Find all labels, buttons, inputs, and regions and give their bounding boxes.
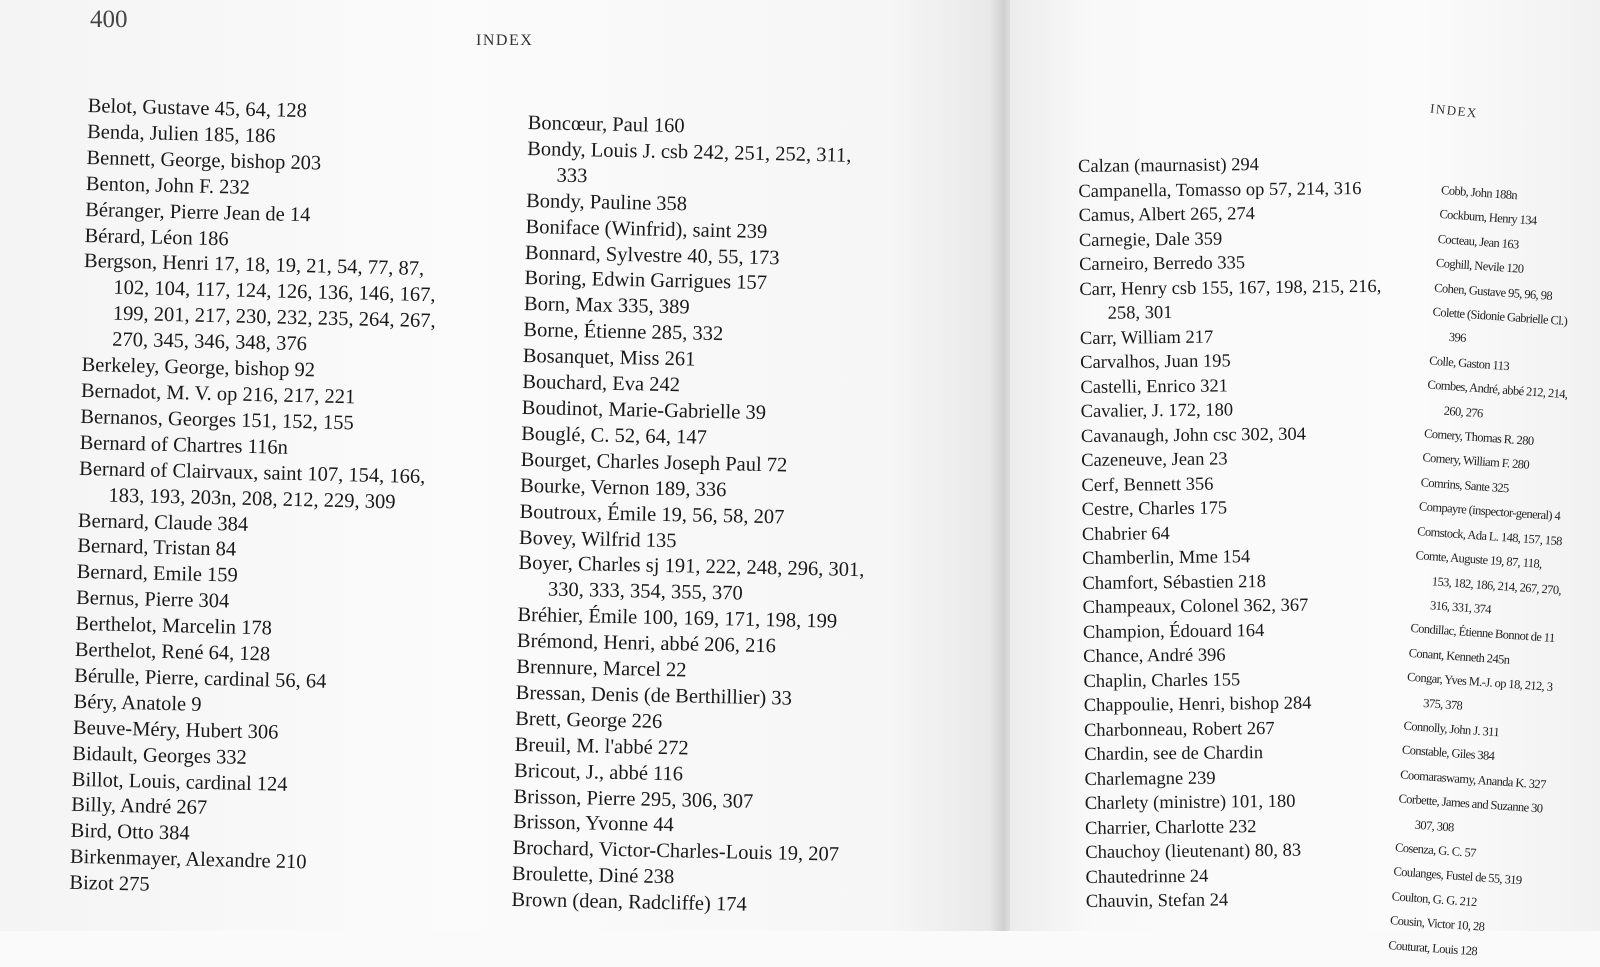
index-entry-line: Bernadot, M. V. op 216, 217, 221 — [80, 379, 356, 409]
index-entry-line: Champeaux, Colonel 362, 367 — [1082, 595, 1309, 618]
index-entry-continuation: 183, 193, 203n, 208, 212, 229, 309 — [108, 484, 396, 513]
index-entry-line: Coulton, G. G. 212 — [1391, 889, 1478, 909]
index-entry-line: Bovey, Wilfrid 135 — [518, 526, 677, 552]
index-entry-line: Condillac, Étienne Bonnot de 11 — [1410, 621, 1556, 646]
index-entry-line: Bondy, Louis J. csb 242, 251, 252, 311, — [526, 137, 852, 167]
index-entry-line: Bernard, Tristan 84 — [77, 535, 237, 562]
index-entry-line: Brown (dean, Radcliffe) 174 — [511, 889, 747, 916]
index-entry-line: Bizot 275 — [69, 871, 150, 896]
index-entry-line: Boyer, Charles sj 191, 222, 248, 296, 301, — [518, 552, 865, 582]
index-entry-line: Chaplin, Charles 155 — [1083, 669, 1241, 692]
index-entry-line: Cerf, Bennett 356 — [1081, 474, 1214, 496]
index-entry-line: Boudinot, Marie-Gabrielle 39 — [521, 396, 767, 425]
index-entry-continuation: 260, 276 — [1443, 403, 1484, 421]
index-entry-line: Borne, Étienne 285, 332 — [523, 319, 724, 346]
index-entry-line: Bernard, Claude 384 — [77, 509, 249, 536]
index-entry-line: Bouglé, C. 52, 64, 147 — [521, 422, 708, 449]
index-entry-line: Berkeley, George, bishop 92 — [81, 353, 316, 382]
index-entry — [1080, 372, 1382, 400]
index-entry — [78, 457, 432, 517]
index-entry — [1085, 789, 1387, 817]
index-entry-line: Calzan (maurnasist) 294 — [1078, 155, 1260, 177]
index-entry-line: Charlemagne 239 — [1084, 768, 1216, 790]
index-entry-line: Cousin, Victor 10, 28 — [1389, 913, 1485, 934]
index-entry — [1079, 225, 1381, 253]
index-entry — [1079, 250, 1381, 278]
index-entry-line: Benda, Julien 185, 186 — [86, 120, 276, 148]
index-entry — [1085, 813, 1387, 841]
index-entry-line: Conant, Kenneth 245n — [1408, 645, 1510, 667]
index-entry-continuation: 330, 333, 354, 355, 370 — [547, 578, 743, 605]
index-entry-line: Born, Max 335, 389 — [523, 293, 690, 319]
index-entry-line: Cavanaugh, John csc 302, 304 — [1080, 424, 1307, 447]
index-entry-line: Bernard, Emile 159 — [76, 561, 239, 587]
index-entry-line: Brisson, Yvonne 44 — [512, 811, 674, 837]
index-entry-line: Bérard, Léon 186 — [84, 224, 229, 250]
index-entry-continuation: 199, 201, 217, 230, 232, 235, 264, 267, — [112, 302, 436, 333]
index-entry-line: Bérulle, Pierre, cardinal 56, 64 — [74, 664, 327, 693]
index-entry-line: Campanella, Tomasso op 57, 214, 316 — [1078, 178, 1362, 202]
index-entry — [1082, 519, 1384, 547]
index-entry-line: Carr, William 217 — [1079, 327, 1214, 349]
index-entry-line: Cohen, Gustave 95, 96, 98 — [1433, 280, 1553, 303]
index-column-left-1 — [69, 94, 441, 905]
index-entry-line: Comrins, Sante 325 — [1420, 475, 1510, 496]
index-entry-continuation: 375, 378 — [1422, 695, 1463, 713]
index-entry — [1082, 495, 1384, 523]
index-entry-line: Belot, Gustave 45, 64, 128 — [87, 94, 308, 123]
index-entry-line: Couturat, Louis 128 — [1387, 937, 1478, 958]
index-entry — [1080, 323, 1382, 351]
index-entry-line: Brochard, Victor-Charles-Louis 19, 207 — [512, 837, 840, 867]
index-entry — [526, 137, 873, 196]
index-entry-line: Congar, Yves M.-J. op 18, 212, 3 — [1406, 669, 1553, 695]
index-entry — [1084, 764, 1386, 792]
page-number: 400 — [90, 6, 128, 33]
index-entry-line: Corbette, James and Suzanne 30 — [1398, 791, 1543, 816]
index-entry-line: Birkenmayer, Alexandre 210 — [69, 846, 307, 874]
index-entry-line: Boutroux, Émile 19, 56, 58, 207 — [519, 500, 785, 529]
index-entry-line: Bréhier, Émile 100, 169, 171, 198, 199 — [517, 604, 838, 633]
index-entry-line: Chauchoy (lieutenant) 80, 83 — [1085, 840, 1302, 863]
index-entry — [1085, 862, 1387, 890]
index-entry-line: Coghill, Nevile 120 — [1435, 256, 1524, 277]
index-entry-line: Bonnard, Sylvestre 40, 55, 173 — [524, 241, 780, 269]
index-entry — [1083, 617, 1385, 645]
index-entry-line: Bosanquet, Miss 261 — [522, 345, 696, 371]
index-entry-line: Camus, Albert 265, 274 — [1078, 204, 1255, 226]
index-entry-line: Charbonneau, Robert 267 — [1083, 718, 1275, 741]
index-entry-line: Berthelot, René 64, 128 — [74, 638, 271, 666]
index-entry-continuation: 307, 308 — [1414, 817, 1455, 834]
index-entry-line: Bernanos, Georges 151, 152, 155 — [80, 405, 355, 435]
index-entry-line: Chauvin, Stefan 24 — [1085, 890, 1229, 912]
index-entry-line: Brisson, Pierre 295, 306, 307 — [513, 785, 754, 813]
index-entry-line: Beuve-Méry, Hubert 306 — [72, 716, 279, 744]
index-entry-line: Benton, John F. 232 — [85, 172, 251, 199]
index-entry-line: Charlety (ministre) 101, 180 — [1084, 791, 1296, 814]
index-entry-line: Cosenza, G. C. 57 — [1394, 840, 1477, 860]
index-entry-line: Carvalhos, Juan 195 — [1080, 351, 1231, 373]
index-entry-line: Billy, André 267 — [70, 794, 208, 820]
index-entry — [1083, 666, 1385, 694]
index-entry-line: Bressan, Denis (de Berthillier) 33 — [515, 681, 793, 710]
index-entry-line: Carnegie, Dale 359 — [1078, 228, 1223, 251]
index-entry-line: Boniface (Winfrid), saint 239 — [525, 215, 768, 243]
index-entry — [1411, 543, 1563, 626]
index-entry-line: Béranger, Pierre Jean de 14 — [85, 198, 311, 226]
index-entry-line: Charrier, Charlotte 232 — [1084, 816, 1257, 839]
index-entry-line: Broulette, Diné 238 — [511, 863, 675, 889]
index-entry — [1082, 544, 1384, 572]
index-entry-line: Comstock, Ada L. 148, 157, 158 — [1416, 523, 1563, 548]
index-entry-line: Connolly, John J. 311 — [1403, 718, 1500, 740]
running-head-right: INDEX — [1429, 100, 1479, 121]
index-entry — [82, 249, 437, 361]
index-entry-line: Chamfort, Sébastien 218 — [1082, 571, 1267, 594]
index-entry — [1081, 397, 1383, 425]
index-entry-continuation: 316, 331, 374 — [1429, 598, 1492, 617]
index-entry-line: Carneiro, Berredo 335 — [1079, 253, 1246, 275]
index-entry-line: Bondy, Pauline 358 — [525, 189, 688, 216]
index-entry-continuation: 333 — [556, 164, 588, 188]
index-entry — [518, 551, 865, 610]
index-entry — [1079, 274, 1381, 326]
index-entry-line: Constable, Giles 384 — [1401, 742, 1495, 764]
index-entry-line: Billot, Louis, cardinal 124 — [71, 768, 288, 796]
index-entry-line: Brett, George 226 — [515, 707, 663, 733]
index-entry-line: Bernard of Clairvaux, saint 107, 154, 166, — [78, 457, 426, 488]
index-entry-line: Colette (Sidonie Gabrielle Cl.) — [1432, 304, 1568, 329]
right-page — [1010, 0, 1600, 958]
index-entry — [1078, 152, 1380, 180]
index-entry-line: Bouchard, Eva 242 — [522, 371, 681, 397]
index-entry-line: Berthelot, Marcelin 178 — [75, 612, 273, 640]
index-entry — [1085, 838, 1387, 866]
index-entry-line: Combes, André, abbé 212, 214, — [1427, 377, 1568, 402]
index-entry-line: Colle, Gaston 113 — [1428, 353, 1510, 373]
index-entry-line: Chappoulie, Henri, bishop 284 — [1083, 693, 1312, 716]
index-entry — [1080, 348, 1382, 376]
index-entry-line: Chautedrinne 24 — [1085, 866, 1209, 888]
index-entry-line: Bricout, J., abbé 116 — [513, 759, 684, 786]
index-entry-line: Chardin, see de Chardin — [1084, 743, 1264, 765]
index-entry-line: Chamberlin, Mme 154 — [1082, 547, 1251, 569]
index-entry-line: Cavalier, J. 172, 180 — [1080, 400, 1234, 422]
index-entry-line: Bennett, George, bishop 203 — [86, 146, 322, 175]
index-entry — [1078, 176, 1380, 204]
index-entry-line: Coomaraswamy, Ananda K. 327 — [1399, 767, 1547, 792]
index-entry — [1081, 470, 1383, 498]
index-entry — [1081, 421, 1383, 449]
index-entry-line: Coulanges, Fustel de 55, 319 — [1393, 864, 1523, 888]
index-entry — [1079, 201, 1381, 229]
index-entry-line: Comery, Thomas R. 280 — [1423, 426, 1534, 449]
index-entry-line: Bernard of Chartres 116n — [79, 431, 289, 459]
index-entry-line: Cobb, John 188n — [1440, 182, 1518, 203]
index-column-right-1 — [1078, 152, 1388, 915]
index-column-left-2 — [511, 111, 874, 921]
running-head-left: INDEX — [476, 32, 534, 49]
index-entry-line: Compayre (inspector-general) 4 — [1418, 499, 1561, 524]
index-entry-line: Bourke, Vernon 189, 336 — [519, 474, 727, 501]
index-entry — [1086, 887, 1388, 915]
index-entry-line: Cocteau, Jean 163 — [1437, 231, 1520, 252]
index-entry-continuation: 396 — [1448, 330, 1467, 346]
index-entry-line: Bidault, Georges 332 — [72, 742, 248, 769]
index-entry-continuation: 153, 182, 186, 214, 267, 270, — [1431, 573, 1562, 597]
index-entry — [1082, 568, 1384, 596]
index-entry-line: Bourget, Charles Joseph Paul 72 — [520, 448, 788, 477]
index-entry — [1083, 593, 1385, 621]
index-entry — [1084, 715, 1386, 743]
index-entry-line: Cockburn, Henry 134 — [1438, 207, 1537, 229]
index-entry-line: Breuil, M. l'abbé 272 — [514, 733, 689, 760]
index-entry-line: Cazeneuve, Jean 23 — [1081, 449, 1228, 471]
index-entry-line: Boncœur, Paul 160 — [527, 111, 685, 138]
index-entry-line: Chabrier 64 — [1081, 523, 1170, 545]
index-entry-line: Béry, Anatole 9 — [73, 690, 202, 716]
index-entry-line: Comery, William F. 280 — [1421, 450, 1530, 473]
index-entry — [1083, 642, 1385, 670]
index-entry — [1084, 740, 1386, 768]
index-column-right-2 — [1388, 178, 1590, 967]
index-entry-line: Castelli, Enrico 321 — [1080, 375, 1229, 398]
index-entry-line: Carr, Henry csb 155, 167, 198, 215, 216, — [1079, 276, 1382, 300]
index-entry-continuation: 258, 301 — [1107, 303, 1173, 324]
index-entry — [1084, 691, 1386, 719]
index-entry — [1081, 446, 1383, 474]
index-entry-line: Comte, Auguste 19, 87, 118, — [1415, 548, 1543, 571]
index-entry-continuation: 102, 104, 117, 124, 126, 136, 146, 167, — [113, 276, 436, 307]
index-entry-line: Bird, Otto 384 — [70, 820, 190, 845]
index-entry-line: Bergson, Henri 17, 18, 19, 21, 54, 77, 87, — [83, 250, 425, 281]
index-entry-line: Bernus, Pierre 304 — [75, 587, 230, 613]
index-entry-line: Champion, Édouard 164 — [1082, 620, 1265, 643]
index-entry-line: Chance, André 396 — [1083, 645, 1226, 667]
index-entry-line: Brémond, Henri, abbé 206, 216 — [516, 630, 777, 658]
index-entry-continuation: 270, 345, 346, 348, 376 — [111, 328, 308, 356]
index-entry-line: Brennure, Marcel 22 — [516, 655, 687, 682]
index-entry-line: Cestre, Charles 175 — [1081, 498, 1228, 520]
index-entry-line: Boring, Edwin Garrigues 157 — [524, 267, 768, 295]
